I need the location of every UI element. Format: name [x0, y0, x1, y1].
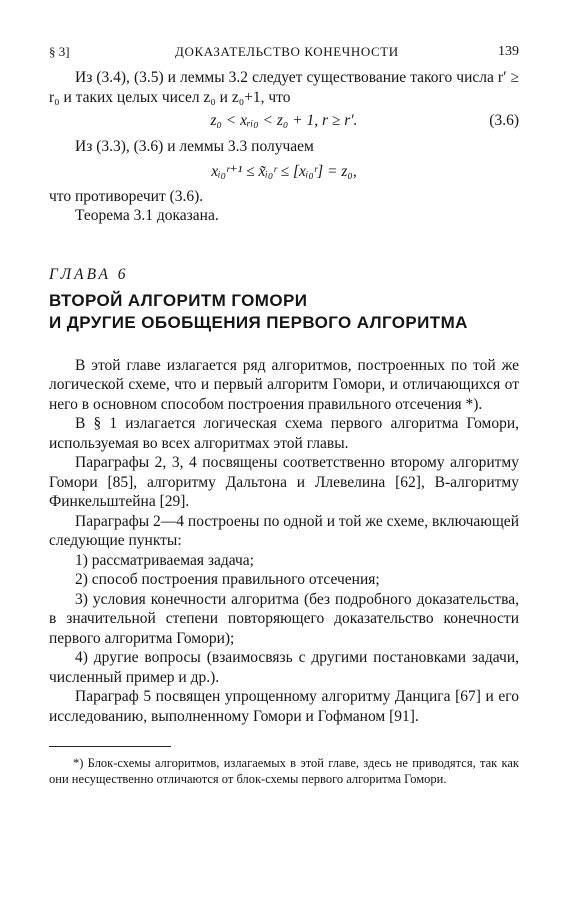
chapter-paragraph: Параграфы 2—4 построены по одной и той же схеме, включающей следующие пункты: — [49, 512, 519, 549]
formula-3-6-expr: z₀ < xᵣᵢ₀ < z₀ + 1, r ≥ r′. — [210, 112, 358, 129]
formula-inequality-expr: xᵢ₀ʳ⁺¹ ≤ x̃ᵢ₀ʳ ≤ [xᵢ₀ʳ] = z₀, — [211, 162, 357, 180]
header-section: § 3] — [49, 44, 70, 59]
list-item: 1) рассматриваемая задача; — [75, 551, 254, 569]
chapter-label: ГЛАВА 6 — [49, 265, 129, 283]
chapter-paragraph: Параграф 5 посвящен упрощенному алгоритму Данцига [67] и его исследованию, выполненному Гомори и Гофманом [91]. — [49, 688, 519, 725]
chapter-title-line2: И ДРУГИЕ ОБОБЩЕНИЯ ПЕРВОГО АЛГОРИТМА — [49, 312, 468, 332]
header-title: ДОКАЗАТЕЛЬСТВО КОНЕЧНОСТИ — [175, 44, 399, 59]
chapter-paragraph: Параграфы 2, 3, 4 посвящены соответственно второму алгоритму Гомори [85], алгоритму Дальтона и Ллевелина [62], B-алгоритму Финкельштейна [29]. — [49, 454, 519, 510]
page-number: 139 — [498, 44, 519, 59]
chapter-title — [49, 290, 519, 334]
paragraph-contradiction: что противоречит (3.6). — [49, 187, 204, 205]
chapter-title-line1: ВТОРОЙ АЛГОРИТМ ГОМОРИ — [49, 290, 308, 310]
formula-inequality — [49, 157, 519, 187]
book-page — [49, 44, 519, 787]
running-header — [49, 44, 519, 68]
chapter-paragraph: В § 1 излагается логическая схема первого алгоритма Гомори, используемая во всех алгоритмах этой главы. — [49, 415, 519, 452]
list-item: 4) другие вопросы (взаимосвязь с другими постановками задачи, численный пример и др.). — [49, 649, 519, 686]
paragraph-lemma: Из (3.4), (3.5) и леммы 3.2 следует существование такого числа r′ ≥ r₀ и таких целых чисел z₀ и z₀+1, что — [49, 69, 519, 106]
chapter-paragraph: В этой главе излагается ряд алгоритмов, построенных по той же логической схеме, что и первый алгоритм Гомори, и отличающихся от него в основном способом построения правильного отсечения *). — [49, 356, 519, 413]
formula-3-6 — [49, 107, 519, 137]
list-item: 2) способ построения правильного отсечения; — [75, 571, 380, 588]
footnote — [49, 755, 519, 787]
footnote-text: *) Блок-схемы алгоритмов, излагаемых в этой главе, здесь не приводятся, так как они несущественно отличаются от блок-схемы первого алгоритма Гомори. — [49, 756, 519, 786]
footnote-rule — [49, 746, 171, 747]
formula-3-6-tag: (3.6) — [489, 112, 519, 129]
paragraph-proved: Теорема 3.1 доказана. — [75, 207, 219, 224]
paragraph-obtain: Из (3.3), (3.6) и леммы 3.3 получаем — [75, 138, 314, 155]
list-item: 3) условия конечности алгоритма (без подробного доказательства, в значительной степени повторяющего доказательство конечности первого алгоритма Гомори); — [49, 590, 519, 647]
